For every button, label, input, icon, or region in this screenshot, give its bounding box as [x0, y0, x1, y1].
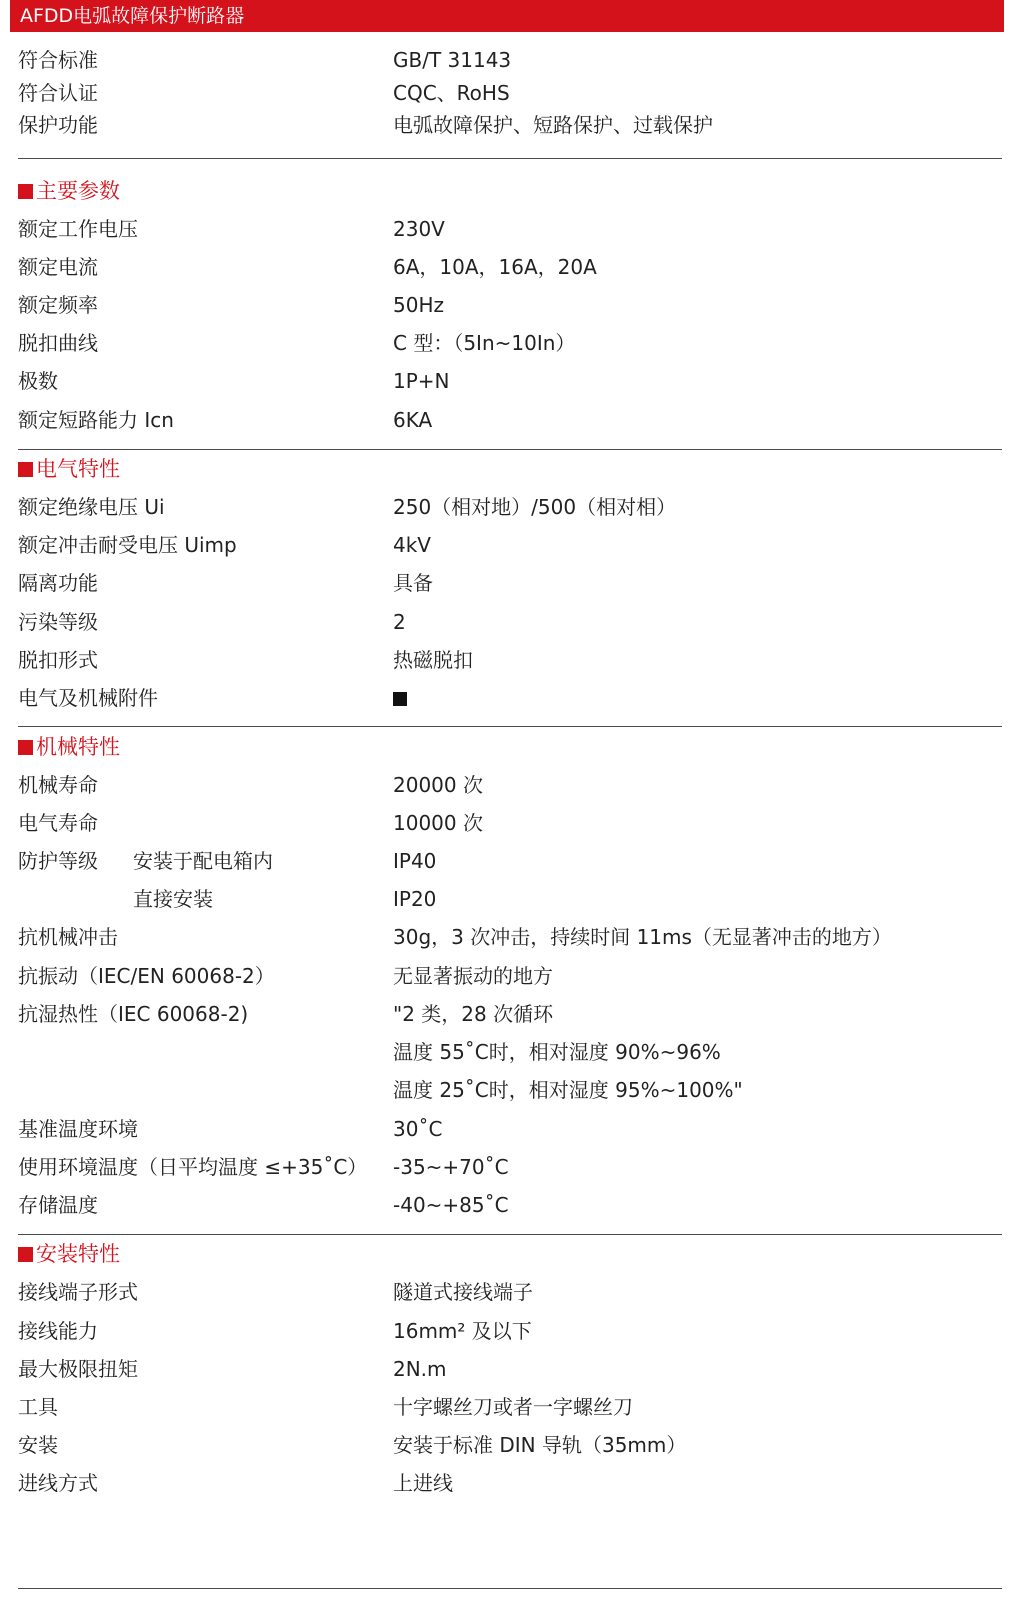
spec-row — [18, 645, 1002, 675]
spec-row — [18, 1392, 1002, 1422]
spec-row — [18, 214, 1002, 244]
spec-label: 额定频率 — [18, 293, 98, 317]
spec-value: 10000 次 — [393, 811, 483, 835]
spec-label: 抗湿热性（IEC 60068-2) — [18, 1002, 249, 1026]
spec-label: 抗振动（IEC/EN 60068-2） — [18, 964, 275, 988]
spec-row — [18, 1316, 1002, 1346]
spec-row — [18, 1468, 1002, 1498]
spec-row — [18, 568, 1002, 598]
spec-row — [18, 1430, 1002, 1460]
spec-value: 温度 55˚C时，相对湿度 90%~96% — [393, 1040, 721, 1064]
spec-label: 安装 — [18, 1433, 58, 1457]
spec-row — [18, 1277, 1002, 1307]
spec-value: 30˚C — [393, 1117, 443, 1141]
spec-value: 电弧故障保护、短路保护、过载保护 — [393, 113, 713, 137]
spec-row — [18, 922, 1002, 952]
spec-label: 额定短路能力 Icn — [18, 408, 174, 432]
spec-row-standard — [18, 45, 1002, 75]
spec-label: 进线方式 — [18, 1471, 98, 1495]
spec-sublabel: 直接安装 — [133, 887, 213, 911]
spec-value: 上进线 — [393, 1471, 453, 1495]
square-bullet-icon — [18, 462, 33, 477]
spec-value: 2 — [393, 610, 406, 634]
section-title-text: 机械特性 — [36, 735, 120, 759]
section-title-electrical — [18, 454, 120, 484]
spec-value: 6A，10A，16A，20A — [393, 255, 597, 279]
spec-row — [18, 770, 1002, 800]
spec-row — [18, 683, 1002, 713]
spec-row-certification — [18, 78, 1002, 108]
section-divider — [18, 449, 1002, 450]
spec-row — [18, 405, 1002, 435]
spec-row — [18, 884, 1002, 914]
spec-value: -40~+85˚C — [393, 1193, 509, 1217]
spec-value: 2N.m — [393, 1357, 447, 1381]
spec-row — [18, 328, 1002, 358]
spec-label: 隔离功能 — [18, 571, 98, 595]
spec-value: 20000 次 — [393, 773, 483, 797]
spec-value: C 型：（5In~10In） — [393, 331, 576, 355]
spec-label: 使用环境温度（日平均温度 ≤+35˚C） — [18, 1155, 368, 1179]
spec-label: 额定绝缘电压 Ui — [18, 495, 165, 519]
spec-row-protection — [18, 110, 1002, 140]
spec-label: 额定电流 — [18, 255, 98, 279]
spec-value: 230V — [393, 217, 445, 241]
spec-row — [18, 252, 1002, 282]
section-title-text: 电气特性 — [36, 457, 120, 481]
section-title-installation — [18, 1239, 120, 1269]
spec-label: 符合标准 — [18, 48, 98, 72]
filled-square-icon — [393, 692, 407, 706]
spec-label: 保护功能 — [18, 113, 98, 137]
spec-value: GB/T 31143 — [393, 48, 512, 72]
spec-value: IP20 — [393, 887, 437, 911]
section-title-text: 主要参数 — [36, 179, 120, 203]
spec-value: -35~+70˚C — [393, 1155, 509, 1179]
spec-value: 热磁脱扣 — [393, 648, 473, 672]
section-divider — [18, 1234, 1002, 1235]
spec-label: 污染等级 — [18, 610, 98, 634]
spec-row — [18, 530, 1002, 560]
spec-row — [18, 1037, 1002, 1067]
spec-label: 极数 — [18, 369, 58, 393]
spec-value: 6KA — [393, 408, 433, 432]
spec-sublabel: 安装于配电箱内 — [133, 849, 273, 873]
spec-label: 基准温度环境 — [18, 1117, 138, 1141]
page-title: AFDD电弧故障保护断路器 — [20, 5, 245, 27]
spec-label: 接线端子形式 — [18, 1280, 138, 1304]
spec-label: 额定冲击耐受电压 Uimp — [18, 533, 237, 557]
spec-value: 50Hz — [393, 293, 444, 317]
spec-row — [18, 999, 1002, 1029]
spec-row — [18, 961, 1002, 991]
section-divider — [18, 158, 1002, 159]
spec-row — [18, 290, 1002, 320]
spec-label: 工具 — [18, 1395, 58, 1419]
section-title-mechanical — [18, 732, 120, 762]
section-divider — [18, 1588, 1002, 1589]
spec-value — [393, 683, 407, 713]
spec-label: 额定工作电压 — [18, 217, 138, 241]
spec-value: 温度 25˚C时，相对湿度 95%~100%" — [393, 1078, 743, 1102]
square-bullet-icon — [18, 1247, 33, 1262]
spec-label: 存储温度 — [18, 1193, 98, 1217]
spec-label: 抗机械冲击 — [18, 925, 118, 949]
spec-row — [18, 366, 1002, 396]
spec-row — [18, 1152, 1002, 1182]
spec-value: 隧道式接线端子 — [393, 1280, 533, 1304]
page-title-banner — [10, 0, 1004, 32]
spec-label: 脱扣曲线 — [18, 331, 98, 355]
spec-label: 防护等级 — [18, 849, 98, 873]
spec-row — [18, 492, 1002, 522]
spec-value: 安装于标准 DIN 导轨（35mm） — [393, 1433, 687, 1457]
spec-value: 1P+N — [393, 369, 450, 393]
spec-value: 具备 — [393, 571, 433, 595]
spec-label: 电气寿命 — [18, 811, 98, 835]
spec-label: 电气及机械附件 — [18, 686, 158, 710]
spec-row — [18, 1354, 1002, 1384]
spec-value: IP40 — [393, 849, 437, 873]
square-bullet-icon — [18, 740, 33, 755]
spec-value: 无显著振动的地方 — [393, 964, 553, 988]
section-divider — [18, 726, 1002, 727]
spec-value: 十字螺丝刀或者一字螺丝刀 — [393, 1395, 633, 1419]
spec-value: "2 类，28 次循环 — [393, 1002, 554, 1026]
spec-label: 机械寿命 — [18, 773, 98, 797]
spec-label: 接线能力 — [18, 1319, 98, 1343]
spec-row — [18, 1190, 1002, 1220]
section-title-text: 安装特性 — [36, 1242, 120, 1266]
spec-label: 脱扣形式 — [18, 648, 98, 672]
spec-value: CQC、RoHS — [393, 81, 510, 105]
section-title-main-params — [18, 176, 120, 206]
spec-value: 16mm² 及以下 — [393, 1319, 532, 1343]
spec-value: 250（相对地）/500（相对相） — [393, 495, 677, 519]
spec-value: 30g，3 次冲击，持续时间 11ms（无显著冲击的地方） — [393, 925, 892, 949]
square-bullet-icon — [18, 184, 33, 199]
spec-value: 4kV — [393, 533, 431, 557]
spec-row — [18, 607, 1002, 637]
spec-row — [18, 808, 1002, 838]
spec-row — [18, 1114, 1002, 1144]
spec-row — [18, 846, 1002, 876]
spec-label: 符合认证 — [18, 81, 98, 105]
spec-row — [18, 1075, 1002, 1105]
spec-label: 最大极限扭矩 — [18, 1357, 138, 1381]
